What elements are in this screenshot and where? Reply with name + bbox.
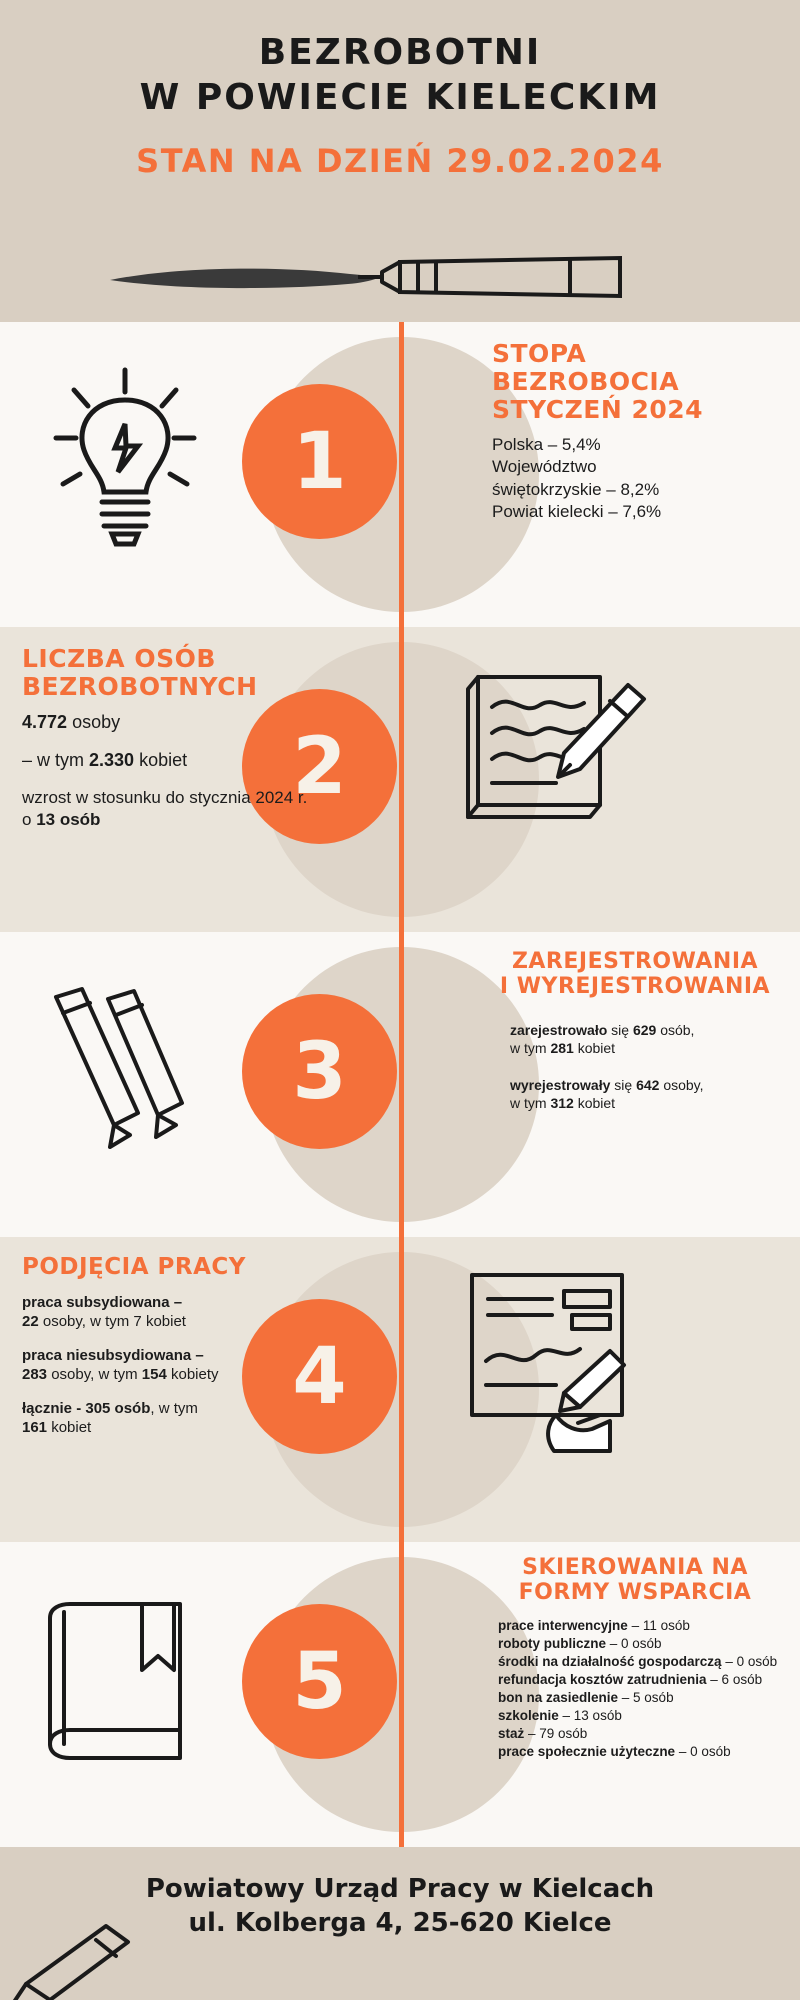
stat-total-word: osoby	[72, 712, 121, 732]
section-2-content	[0, 627, 330, 849]
section-1-title	[492, 340, 778, 424]
section-1-content	[470, 322, 800, 542]
section-1-title-line1: STOPA	[492, 339, 587, 368]
section-5-illustration	[30, 1594, 210, 1769]
stat-deregistered-sub-value: 312	[550, 1094, 574, 1111]
section-3-title	[492, 950, 778, 999]
stat-nonsubsidized-women-word: kobiety	[166, 1366, 219, 1384]
stat-women-unemployed	[22, 749, 308, 773]
stat-szkolenie-value: – 13 osób	[558, 1708, 622, 1724]
stat-bon-zasiedlenie-label: bon na zasiedlenie	[498, 1690, 619, 1706]
stat-employment-total-women-word: kobiet	[47, 1419, 92, 1437]
section-1-number-circle	[242, 384, 397, 539]
stat-bon-zasiedlenie-value: – 5 osób	[618, 1690, 674, 1706]
stat-nonsubsidized-label: praca niesubsydiowana –	[22, 1346, 204, 1364]
stat-total-value: 4.772	[22, 712, 68, 732]
section-3-number-circle	[242, 994, 397, 1149]
section-2-number: 2	[292, 721, 347, 812]
stat-refundacja-kosztow	[498, 1671, 778, 1689]
stat-refundacja-kosztow-value: – 6 osób	[706, 1672, 763, 1688]
stat-registered	[510, 1021, 778, 1057]
stat-staz-label: staż	[498, 1725, 525, 1741]
section-2-title-line1: LICZBA OSÓB	[22, 644, 216, 673]
stat-subsidized	[22, 1293, 308, 1332]
stat-subsidized-rest: osoby, w tym 7 kobiet	[38, 1313, 186, 1331]
stat-nonsubsidized	[22, 1346, 308, 1385]
section-4-illustration	[460, 1265, 640, 1460]
section-1-title-line2: BEZROBOCIA	[492, 367, 680, 396]
stat-change	[22, 787, 308, 832]
footer-address: ul. Kolberga 4, 25-620 Kielce	[188, 1907, 612, 1938]
section-3-title-line1: ZAREJESTROWANIA	[511, 949, 759, 974]
stat-srodki-dzialalnosc-label: środki na działalność gospodarczą	[498, 1654, 722, 1670]
notepad-pen-icon	[460, 657, 650, 857]
footer-office-name: Powiatowy Urząd Pracy w Kielcach	[145, 1874, 655, 1904]
stat-srodki-dzialalnosc-value: – 0 osób	[721, 1654, 778, 1670]
page-title-line1: BEZROBOTNI	[258, 32, 542, 73]
stat-staz-value: – 79 osób	[524, 1725, 588, 1741]
stat-women-prefix: – w tym	[22, 749, 90, 770]
section-4-title-line1: PODJĘCIA PRACY	[22, 1254, 246, 1280]
stat-staz	[498, 1725, 778, 1743]
section-3-number: 3	[292, 1026, 347, 1117]
stat-deregistered	[510, 1076, 778, 1112]
stat-roboty-publiczne-label: roboty publiczne	[498, 1636, 606, 1652]
stat-deregistered-value: 642	[636, 1076, 660, 1093]
section-1-stats	[492, 434, 778, 524]
section-5-stats	[492, 1617, 778, 1761]
section-3-title-line2: I WYREJESTROWANIA	[499, 973, 771, 999]
section-1-number: 1	[292, 416, 347, 507]
book-bookmark-icon	[30, 1594, 210, 1764]
stat-prace-spolecznie-uzyteczne	[498, 1743, 778, 1761]
pen-underline-icon	[100, 248, 700, 308]
section-4-stats	[22, 1293, 308, 1438]
page-title-line2: W POWIECIE KIELECKIM	[139, 77, 661, 118]
stat-szkolenie	[498, 1707, 778, 1725]
timeline	[0, 322, 800, 1847]
section-1-illustration	[30, 352, 220, 557]
section-3-illustration	[30, 977, 200, 1162]
page-title	[0, 30, 800, 120]
stat-employment-total-label: łącznie - 305 osób	[22, 1399, 151, 1417]
stat-employment-total	[22, 1399, 308, 1438]
stat-bon-zasiedlenie	[498, 1689, 778, 1707]
stat-deregistered-label: wyrejestrowały	[510, 1076, 611, 1093]
section-4-number: 4	[292, 1331, 347, 1422]
stat-registered-sub-word: kobiet	[573, 1040, 616, 1057]
section-5-title-line1: SKIEROWANIA NA	[522, 1555, 748, 1580]
stat-change-value: 13 osób	[36, 809, 101, 829]
section-2-illustration	[460, 657, 650, 862]
stat-registered-label: zarejestrowało	[510, 1022, 608, 1039]
stat-polska: Polska – 5,4%	[492, 435, 601, 454]
section-5-number-circle	[242, 1604, 397, 1759]
stat-deregistered-sub-word: kobiet	[573, 1094, 616, 1111]
stat-refundacja-kosztow-label: refundacja kosztów zatrudnienia	[498, 1672, 707, 1688]
stat-women-value: 2.330	[89, 749, 135, 770]
stat-nonsubsidized-value: 283	[22, 1366, 48, 1384]
section-1-title-line3: STYCZEŃ 2024	[492, 395, 704, 424]
stat-roboty-publiczne-value: – 0 osób	[606, 1636, 662, 1652]
stat-registered-mid: się	[607, 1022, 633, 1039]
section-4-content	[0, 1237, 330, 1465]
stat-women-word: kobiet	[139, 749, 188, 770]
page-subtitle: STAN NA DZIEŃ 29.02.2024	[136, 142, 664, 180]
section-5-content	[470, 1542, 800, 1779]
section-3-stats	[492, 1021, 778, 1112]
stat-srodki-dzialalnosc	[498, 1653, 778, 1671]
section-2-title	[22, 645, 308, 701]
document-hand-icon	[460, 1265, 640, 1455]
two-pens-icon	[30, 977, 200, 1157]
stat-registered-sub-value: 281	[550, 1040, 574, 1057]
section-4-title	[22, 1255, 308, 1281]
footer	[0, 1847, 800, 2000]
section-2-title-line2: BEZROBOTNYCH	[22, 672, 258, 701]
section-3-content	[470, 932, 800, 1139]
stat-employment-total-women: 161	[22, 1419, 48, 1437]
stat-subsidized-value: 22	[22, 1313, 39, 1331]
section-5-number: 5	[292, 1636, 347, 1727]
footer-pen-icon	[10, 1922, 160, 2000]
section-2-stats	[22, 711, 308, 831]
stat-szkolenie-label: szkolenie	[498, 1708, 559, 1724]
stat-employment-total-rest: , w tym	[150, 1399, 198, 1417]
stat-deregistered-mid: się	[610, 1076, 637, 1093]
lightbulb-icon	[30, 352, 220, 552]
stat-wojewodztwo-line2: świętokrzyskie – 8,2%	[492, 479, 660, 499]
header	[0, 0, 800, 322]
stat-nonsubsidized-women: 154	[141, 1366, 167, 1384]
stat-registered-value: 629	[632, 1022, 657, 1039]
stat-wojewodztwo-line1: Województwo	[492, 457, 597, 477]
section-5-title-line2: FORMY WSPARCIA	[518, 1579, 752, 1605]
section-5-title	[492, 1556, 778, 1605]
stat-change-prefix: wzrost w stosunku do stycznia 2024 r. o	[22, 787, 308, 829]
stat-subsidized-label: praca subsydiowana –	[22, 1293, 183, 1311]
stat-registered-word: osób,	[656, 1022, 695, 1039]
stat-powiat: Powiat kielecki – 7,6%	[492, 502, 662, 522]
stat-prace-spolecznie-uzyteczne-value: – 0 osób	[675, 1743, 731, 1759]
stat-roboty-publiczne	[498, 1635, 778, 1653]
stat-deregistered-sub-prefix: w tym	[510, 1094, 551, 1111]
stat-prace-spolecznie-uzyteczne-label: prace społecznie użyteczne	[498, 1743, 676, 1759]
stat-prace-interwencyjne	[498, 1617, 778, 1635]
stat-prace-interwencyjne-value: – 11 osób	[627, 1618, 690, 1634]
timeline-line	[399, 322, 404, 1847]
stat-prace-interwencyjne-label: prace interwencyjne	[498, 1618, 628, 1634]
stat-deregistered-word: osoby,	[659, 1076, 704, 1093]
stat-registered-sub-prefix: w tym	[510, 1040, 551, 1057]
stat-nonsubsidized-rest: osoby, w tym	[47, 1366, 142, 1384]
stat-total-unemployed	[22, 711, 308, 735]
